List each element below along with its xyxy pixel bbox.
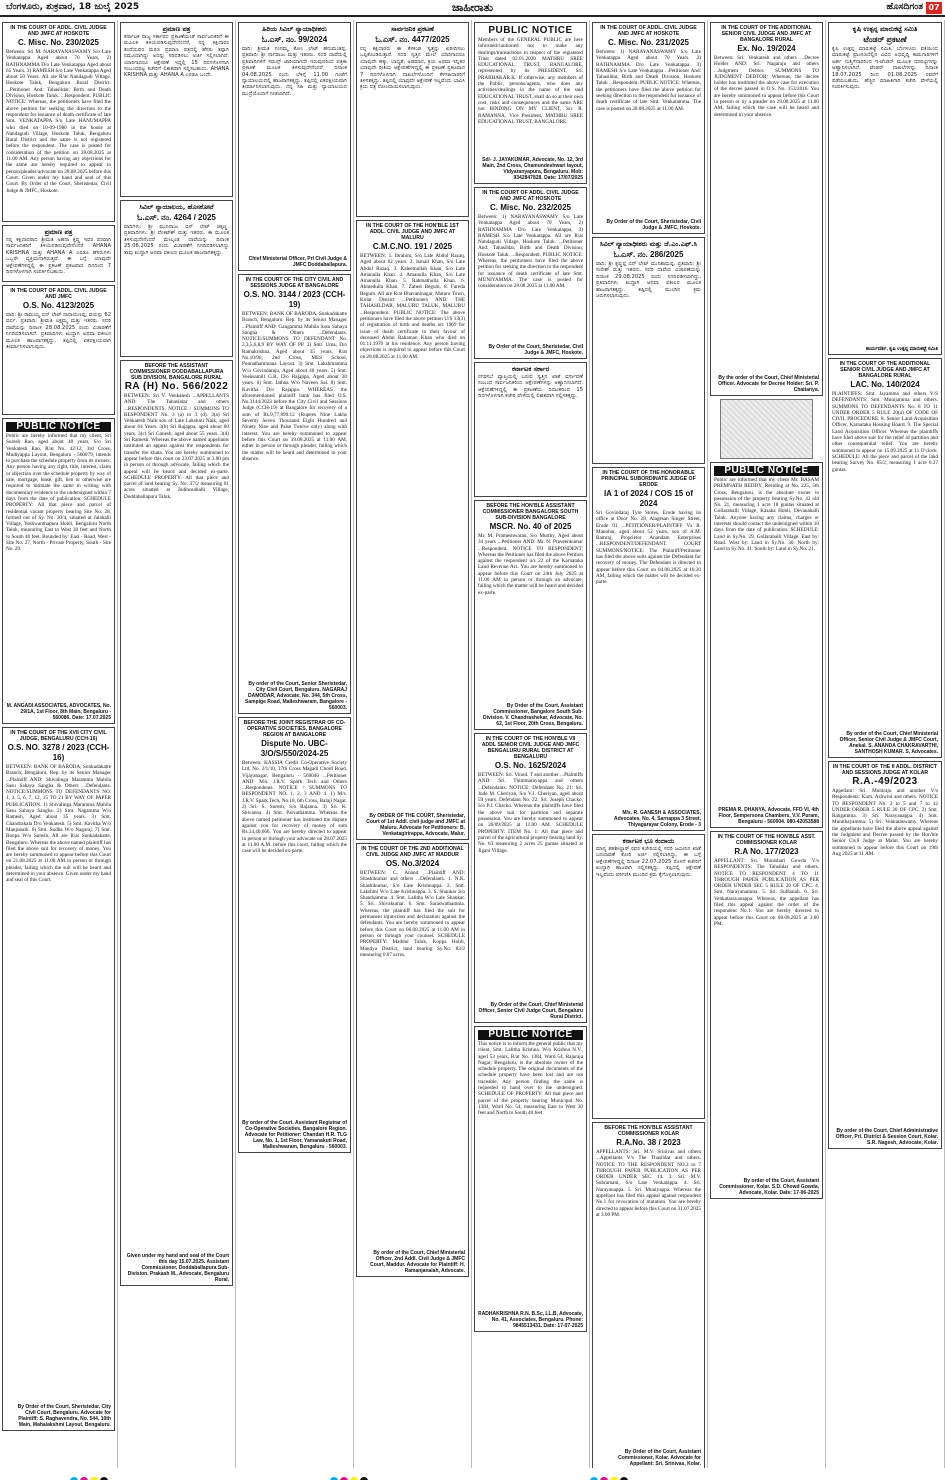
notice-signature: PREMA R. DHANYA, Advocate, FFD VI, 4th Floor, Sempersona Chambers, V.V. Puram, Bengaluru - 560004. 080-42053588: [718, 807, 819, 825]
notice-os-3-2024: [356, 843, 469, 1277]
notice-body: ವಾದಿಗಳು: ಶ್ರೀ ಮುನಿರಾಜು ಬಿನ್ ಲೇಟ್ ಚಿಕ್ಕಣ್ಣ. ಪ್ರತಿವಾದಿಗಳು: ಶ್ರೀ ವೆಂಕಟೇಶ್ ಮತ್ತು ಇತರರು. ಈ ಮೂಲಕ ತಿಳಿಸುವುದೇನೆಂದರೆ ಮೇಲ್ಕಂಡ ದಾವೆಯನ್ನು ದಿನಾಂಕ 25.08.2025 ರಂದು ವಿಚಾರಣೆಗೆ ನಿಗದಿಪಡಿಸಲಾಗಿದ್ದು ತಾವು ಖುದ್ದಾಗಿ ಅಥವಾ ವಕೀಲರ ಮೂಲಕ ಹಾಜರಾಗತಕ್ಕದ್ದು.: [124, 224, 229, 256]
notice-public-premnath: [710, 462, 823, 828]
notice-kannada-certificate: [2, 225, 115, 282]
notice-body: BETWEEN: C. Anand ...Plaintiff AND: Shashikumar and others ...Defendants. 1. N.K. Shashikumar, S/o Late Krishnappa. 2. Smt. Lakshmi W/o Late Krishnappa. 3. S. Shankar S/o Shanthamma. 4. Smt. Lalitha W/o Late Shankar. 5. Sri. Shivakumar. 6. Smt. Saraswathamma. Whereas, the plaintiff has filed the suit for permanent injunction and declaration against the defendants. You are hereby summoned to appear before this Court on 06.08.2025 at 11.00 AM in person or through your counsel. SCHEDULE PROPERTY: Maddur Taluk, Koppa Hobli, Mandya District, land bearing Sy.No. 83/2 measuring 0.07 acres.: [360, 870, 465, 958]
notice-case-number: IA 1 of 2024 / COS 15 of 2024: [603, 489, 694, 508]
notice-title: PUBLIC NOTICE: [714, 466, 819, 476]
notice-body: ಮಾನ್ಯ ತಹಶೀಲ್ದಾರ್ ರವರ ಕಚೇರಿಯಲ್ಲಿ ಸದರಿ ಜಮೀನಿನ ಖಾತೆ ಬದಲಾವಣೆ ಕೋರಿ ಅರ್ಜಿ ಸಲ್ಲಿಸಲಾಗಿದ್ದು, ಈ ಬಗ್ಗೆ ಆಕ್ಷೇಪಣೆಗಳಿದ್ದಲ್ಲಿ ದಿನಾಂಕ 22.07.2025 ರೊಳಗೆ ಕಚೇರಿಗೆ ಖುದ್ದಾಗಿ ಹಾಜರಾಗಿ ಸಲ್ಲಿಸತಕ್ಕದ್ದು. ತಪ್ಪಿದಲ್ಲಿ ಆಕ್ಷೇಪಣೆ ಇಲ್ಲವೆಂದು ಪರಿಗಣಿಸಿ ಮುಂದಿನ ಕ್ರಮ ಕೈಗೊಳ್ಳಲಾಗುವುದು.: [596, 846, 701, 878]
notice-ra-38: [592, 1122, 705, 1468]
notice-case-number: ಓ.ಎಸ್. ನಂ. 99/2024: [261, 35, 328, 44]
column-5: [472, 20, 590, 1468]
notice-case-number: R.A No. 177/2023: [734, 847, 799, 856]
notice-court-name: BEFORE THE HON'BLE ASSISTANT COMMISSIONER KOLAR: [604, 1125, 693, 1137]
column-2: [118, 20, 236, 1468]
notice-signature: M/s. R. GANESH & ASSOCIATES, Advocates, No. 4, Sarnappa 3 Street, Thiyagarayar Colony, Erode - 3: [614, 810, 701, 828]
notice-body: This notice is to inform the general public that my client, Smt. Lalitha Krishna, W/o Krishna N.V., aged 53 years, R/at No. 1384, Ward 54, Rajaraja Nagar, Bengaluru, is the absolute owner of the schedule property. The original documents of the schedule property have been lost and are not traceable. Any person finding the same is requested to hand over to the undersigned. SCHEDULE OF PROPERTY: All that piece and parcel of the property bearing Municipal No. 1384, Ward No. 54, measuring East to West 30 feet and North to South 40 feet.: [478, 1041, 583, 1117]
notice-case-number: Dispute No. UBC-3/O/S/550/2024-25: [260, 739, 329, 758]
notice-case-number: C.M.C.NO. 191 / 2025: [372, 242, 453, 251]
notice-os-4123: [2, 285, 115, 415]
notice-court-name: IN THE COURT OF THE HON'BLE ASST. COMMISSIONER KOLAR: [717, 834, 816, 846]
notice-body: BETWEEN: BANK OF BARODA, Sunkadakatte Branch, Bengaluru. Rep. by its Senior Manager ...Plaintiff AND: Gangamma Mahila Sasu Sahaya Sangha & Others ...Defendants. NOTICE/SUMMONS TO DEFENDANT No. 2,3,5,6,8,9 BY WAY OF PP. 2) Smt. Uma, D/o Ramakrishna, Aged about 35 years, R/at No.10/96, 2nd Cross, MES School, Ponnathammana Layout. 3) Smt. Lakshmamma W/o Govindaraju, Aged about 40 years. 5) Smt. Veeksamill G.R. D/o Rajappa, Aged about 30 years. 6) Smt. Jathna W/o Naveen Sai. 8) Smt. Kavitha D/o Rajappa. WHEREAS the aforementioned plaintiff bank has filed O.S. No.3144/2023 before the City Civil and Sessions Judge (CCH-19) at Bangalore for recovery of a sum of Rs.9,77,899.12 (Rupees Nine Lakhs Seventy Seven Thousand Eight Hundred and Ninety Nine and Paise Twelve only) along with interest. You are hereby summoned to appear before this Court on 19.08.2025 at 11.00 AM, either in person or through pleader, failing which the matter will be heard and determined in your absence.: [242, 311, 347, 462]
notice-cmisc-231: [592, 22, 705, 234]
notice-body: Between: Sri. Venkatesh and others ...Decree Holder AND: Sri. Nagaraju and others ...Judgment Debtor. SUMMONS TO JUDGMENT DEBTOR: Whereas, the decree holder has instituted the above case for execution of the decree passed in O.S. No. 153/2016. You are hereby summoned to appear before this Court in person or by a pleader on 29.08.2025 at 11.00 AM, failing which the case will be heard and determined in your absence.: [714, 55, 819, 118]
notice-ra-177: [710, 831, 823, 1199]
notice-court-name: IN THE COURT OF THE II ADDL. DISTRICT AND SESSIONS JUDGE AT KOLAR: [832, 764, 938, 776]
notice-title: PUBLIC NOTICE: [478, 1030, 583, 1040]
notice-signature: By Order of the Court, Assistant Commissioner, Kolar. Advocate for Appellant: Sri. Srinivas, Kolar.: [618, 1449, 701, 1467]
notice-body: APPELLANT: Sri. Munishari Gowda V/s RESPONDENTS: The Tahsildar and others. NOTICE TO RESPONDENT 4 TO 11 THROUGH PAPER PUBLICATION AS PER ORDER UNDER SEC 5 RULE 20 OF CPC. 4. Smt. Narayanamma. 5. Sri. Subbaiah. 6. Sri. Venkataravanappa. Whereas, the appellant has filed this appeal against the order of the respondent No.1. You are hereby directed to appear before this Court on 08.08.2025 at 3.00 PM.: [714, 858, 819, 927]
notice-heading: ಸಿವಿಲ್ ನ್ಯಾಯಾಧೀಶರು ಮತ್ತು ಜೆ.ಎಂ.ಎಫ್.ಸಿ: [599, 240, 698, 248]
notice-court-name: IN THE COURT OF ADDL. CIVIL JUDGE AND JMFC: [10, 288, 107, 300]
notice-os-3144: [238, 274, 351, 714]
notice-body: Between: Sri M. NARAYANASWAMY S/o Late Venkatappa Aged about 70 Years, 2) RATHNAMMA D/o Late Venkatappa Aged about 65 Years. 3) RAMESH S/o Late Venkatappa Aged about 50 Years. All are R/at Nandagudi Village, Hoskote Taluk, Bengaluru Rural District. ...Petitioner And: Tahasildar, Birth and Death Division, Hoskote Taluk. ...Respondent. PUBLIC NOTICE: Whereas, the petitioners have filed the above petition for seeking the direction to the respondent for issuance of death certificate of late Smt. VENKATAPPA S/o Late HANUMAPPA who died on 10-09-1980 in the house at Nandagudi Village, Hoskote Taluk, Bengaluru Rural District and the same is not registered before the respondent. The case is posted for consideration of the petition on 28.08.2025 at 11.00 AM. Any person having any objections for the same are hereby required to appear in person/pleader/advocate on 28.08.2025 before this Court. Given under my hand and seal of this Court. By Order of the Court, Sheristedar, Civil Judge & JMFC, Hoskote.: [6, 49, 111, 194]
notice-case-number: O.S. No. 1625/2024: [494, 761, 567, 770]
notice-body: Sri Govindaraj Tyre Stores, Erode having its office at Door No. 28, Alagesan Singer Street, Erode 01 ...PETITIONER/PLAINTIFF Vs R. Manohar, aged about 52 years, son of A.M. Ramraj, Proprietor Anandam Enterprises ...RESPONDENT/DEFENDANT. COURT SUMMONS/NOTICE: The Plaintiff/Petitioner has filed the above suits against the Defendant for recovery of money. The Defendant is directed to appear before this Court on 04.08.2025 at 10.30 AM, failing which the matter will be decided ex-parte.: [596, 510, 701, 586]
notice-court-name: IN THE COURT OF THE CITY CIVIL AND SESSIONS JUDGE AT BANGALORE: [245, 277, 344, 289]
notice-ra-49: [828, 761, 942, 1149]
notice-signature: By Order of the Court, Sheristedar, Civil Judge & JMFC, Hoskote.: [606, 219, 701, 231]
masthead-brand: ಹೊಸದಿಗಂತ: [886, 2, 923, 12]
notice-court-name: BEFORE THE HON'BLE ASSISTANT COMMISSIONER BANGALORE SOUTH SUB-DIVISION BANGALORE: [482, 503, 579, 521]
column-6: [590, 20, 708, 1468]
notice-body: BETWEEN: 1. Ibrahim, S/o Late Abdul Razaq, Aged about 62 years. 2. Ismail Khan, S/o Late Abdul Razaq. 3. Kaleemullah Khan, S/o Late Amanulla Khan. 4. Amanulla Khan, S/o Late Amanulla Khan. 5. Rahmathulla Khan. 6. Ahmedulla Khan. 7. Zahed Begum. 8. Fareda Begum. All are R/at Bhavaninagar, Maluru Town, Kolar District ...Petitioners AND: THE TAHASILDAR, MALURU TALUK, MALURU ...Respondent. PUBLIC NOTICE: The above petitioners have filed the above petition U/S 13(3) of registration of birth and deaths act 1969 for issue of death certificate in their favour of deceased Abdul Rahaman Khan who died on 01.11.1976 at his residence. Any person having objections is required to appear before this Court on 28.08.2025 at 11.00 AM.: [360, 253, 465, 360]
notice-kannada-land: [592, 834, 705, 1119]
registration-dots-left: [70, 1470, 110, 1478]
notice-os-1625: [474, 733, 587, 1023]
notice-title: PUBLIC NOTICE: [488, 25, 573, 36]
notice-apmc-tender: [828, 22, 942, 355]
notice-lac-140: [828, 358, 942, 758]
notice-erode-cos-15: [592, 467, 705, 831]
notice-case-number: R.A.No. 38 / 2023: [616, 1138, 681, 1147]
notice-signature: By Order of the Court, Sheristedar, Civil Judge & JMFC, Hoskote.: [488, 344, 583, 356]
column-1: [0, 20, 118, 1468]
notice-kannada-os-99: [238, 22, 351, 271]
notice-heading: ಪ್ರಮಾಣ ಪತ್ರ: [44, 228, 73, 236]
notice-case-number: O.S. No. 4123/2025: [22, 301, 95, 310]
notice-body: Between: KASSIA Credit Co-Operative Society Ltd, No. 2/1/10, 17th Cross Magadi Chord Road, Vijayanagar, Bengaluru - 560040 ...Petitioner AND: M/s. J.R.V. Spark Tech and Others ...Respondents. NOTICE / SUMMONS TO RESPONDENT NO. 1, 2, 3 AND 4. 1) M/s. J.R.V. Spark Tech, No.18, 6th Cross, Balaji Nagar. 2) Sri. S. Suresh, S/o Rajanna. 3) Sri. K. Shivanna. 4) Smt. Parvathamma. Whereas the above named petitioner has instituted the dispute against you for recovery of money of sum Rs.14,40,666. You are hereby directed to appear in person or through your advocate on 28.07.2025 at 11.00 A.M. before this court, failing which the case will be decided ex-parte.: [242, 760, 347, 855]
notice-public-lalitha: [474, 1026, 587, 1332]
notice-court-name: IN THE COURT OF THE HON'BLE 1ST ADDL. CIVIL JUDGE AND JMFC AT MALURU: [366, 223, 459, 241]
notice-public-mathru-sree: [474, 22, 587, 184]
notice-body: Between: 1) NARAYANASWAMY S/o Late Venkatappa Aged about 70 Years. 2) RATHNAMMA D/o Late Venkatappa. 3) RAMESH S/o Late Venkatappa ...Petitioner And: Tahasildar, Birth and Death Division, Hoskote Taluk ...Respondent. PUBLIC NOTICE: Whereas, the petitioners have filed the above petition for seeking direction to the respondent for issuance of death certificate of late Smt. Venkatamma. The case is posted on 28.08.2025 at 11.00 AM.: [596, 49, 701, 112]
notice-case-number: O.S. NO. 3144 / 2023 (CCH-19): [243, 290, 346, 309]
notice-body: BETWEEN: Sri. Vinod. T and another ...Plaintiffs AND: Sri. Thimmarayappa and others ...Defendants. NOTICE: Defendant No. 21: Sri. Jude M. Cheriyan, S/o V.J. Cheriyan, aged about 59 years. Defendant No. 22: Sri. Joseph Chacko, S/o P.J. Chacko. Whereas the plaintiffs have filed the above suit for partition and separate possession. You are hereby summoned to appear on 26/09/2025 at 11.00 AM. SCHEDULE PROPERTY: ITEM No. 1: All that piece and parcel of the agricultural property bearing land Sy. No. 63 measuring 2 acres 25 guntas situated at Jigani Village.: [478, 772, 583, 854]
notice-kannada-os-4264: [120, 200, 233, 357]
notice-body: Between: 1) NARAYANASWAMY S/o Late Venkatappa Aged about 70 Years, 2) RATHNAMMA D/o Late Venkatappa, 3) RAMESH S/o Late Venkatappa. All are R/at Nandagudi Village, Hoskote Taluk. ...Petitioner And: Tahasildar, Birth and Death Division, Hoskote Taluk. ...Respondent. PUBLIC NOTICE: Whereas, the petitioners have filed the above petition for seeking the direction to the respondent for issuance of death certificate of late Smt. MUNIYAMMA. The case is posted for consideration on 28.08.2025 at 11.00 AM.: [478, 214, 583, 290]
page-number: 07: [926, 2, 942, 14]
notice-heading: ಪ್ರಮಾಣ ಪತ್ರ: [162, 25, 191, 33]
notice-kannada-govt: [474, 362, 587, 497]
registration-dots-center: [330, 1470, 370, 1478]
notice-body: APPELLANTS: Sri. M.V. Srinivas and others ...Appellants V/s The Thasildar and others. NOTICE TO THE RESPONDENT NO.3 to 7 THROUGH PAPER PUBLICATION AS PER ORDER UNDER SEC 14. 3. Sri. M.V. Subramani, S/o Late Venkatappa. 4. Sri. Narayanappa. 5. Sri. Muniyappa. Whereas the appellant has filed this appeal against respondent No.1 for revocation of mutation. You are hereby directed to appear before this Court on 31.07.2025 at 3.00 PM.: [596, 1149, 701, 1218]
notice-heading: ಕರ್ನಾಟಕ ಸರ್ಕಾರ: [511, 365, 550, 373]
notice-signature: By order of the Court, Assistant Commissioner, Kolar. S.D. Chowd Gowda, Advocate, Kolar. Date: 17-06-2025: [719, 1178, 819, 1196]
notice-body: ವಾದಿ: ಶ್ರೀ ಕೃಷ್ಣಪ್ಪ ಬಿನ್ ಲೇಟ್ ಮುನಿಶಾಮಪ್ಪ. ಪ್ರತಿವಾದಿ: ಶ್ರೀ ಸುರೇಶ್ ಮತ್ತು ಇತರರು. ಸದರಿ ದಾವೆಯ ವಿಚಾರಣೆಯನ್ನು ದಿನಾಂಕ 29.08.2025 ರಂದು ನಿಗದಿಪಡಿಸಲಾಗಿದ್ದು, ಪ್ರತಿವಾದಿಗಳು ಖುದ್ದಾಗಿ ಅಥವಾ ವಕೀಲರ ಮೂಲಕ ಹಾಜರಾಗತಕ್ಕದ್ದು. ತಪ್ಪಿದಲ್ಲಿ ಮುಂದಿನ ಕ್ರಮ ಜರುಗಿಸಲಾಗುವುದು.: [596, 261, 701, 300]
notice-heading: ಕೃಷಿ ಉತ್ಪನ್ನ ಮಾರುಕಟ್ಟೆ ಸಮಿತಿ: [852, 25, 918, 33]
notice-body: Public are hereby informed that my client, Sri Suresh Rao, aged about 48 years, S/o Sri Venkatesh Rao, R/at No. 42/12, 3rd Cross, Mudiyappa Layout, Bengaluru - 560079, intends to purchase the schedule property from its owners. Any person having any right, title, interest, claim or objection over the schedule property by way of sale, mortgage, lease, gift, lien or otherwise are required to intimate the same in writing with documentary evidence to the undersigned within 7 days from the date of publication. SCHEDULE PROPERTY: All that piece and parcel of residential vacant property bearing Site No. 28, formed out of Sy. No. 30/4, situated at Jalahalli Village, Yeshwanthapura Hobli, Bengaluru North Taluk, measuring East to West 30 feet and North to South 40 feet. Bounded by: East - Road, West - Site No. 27, North - Private Property, South - Site No. 29.: [6, 433, 111, 553]
notice-case-number: C. Misc. No. 230/2025: [18, 38, 99, 47]
notice-case-number: Ex. No. 19/2024: [737, 44, 796, 53]
notice-case-number: MSCR. No. 40 of 2025: [489, 522, 572, 531]
notice-signature: By order of the Court. Assistant Registrar of Co-Operative Societies, Bangalore Region. Advocate for Petitioner: Chandan H.R. TLG Law, No. 1, 1st Floor, Yamanakuti Road, Malleshwaram, Bengaluru - 560003.: [242, 1120, 347, 1150]
notice-public-col1: [2, 418, 115, 724]
notice-court-name: IN THE COURT OF ADDL. CIVIL JUDGE AND JMFC AT HOSKOTE: [482, 190, 579, 202]
notice-court-name: IN THE COURT OF THE HON'BLE VII ADDL SENIOR CIVIL JUDGE AND JMFC BENGALURU RURAL DISTRICT AT BENGALURU: [481, 736, 580, 760]
notice-os-3278: [2, 727, 115, 1431]
notice-body: ನನ್ನ ಕಕ್ಷಿದಾರರು ಈ ಕೆಳಕಂಡ ಸ್ವತ್ತನ್ನು ಖರೀದಿಸಲು ಒಪ್ಪಿಕೊಂಡಿರುತ್ತಾರೆ. ಸದರಿ ಸ್ವತ್ತಿನ ಮೇಲೆ ಯಾರಿಗಾದರೂ ಯಾವುದೇ ಹಕ್ಕು, ಬಾಧ್ಯತೆ, ಅಡಮಾನ, ಕ್ರಯ ಅಥವಾ ಇನ್ನಿತರ ಯಾವುದೇ ರೀತಿಯ ಆಕ್ಷೇಪಣೆಗಳಿದ್ದಲ್ಲಿ ಈ ಪ್ರಕಟಣೆ ಪ್ರಕಟವಾದ 7 ದಿನಗಳೊಳಗಾಗಿ ದಾಖಲೆಗಳೊಂದಿಗೆ ಕೆಳಸಹಿದಾರರಿಗೆ ತಿಳಿಸತಕ್ಕದ್ದು. ತಪ್ಪಿದಲ್ಲಿ ಯಾವುದೇ ಆಕ್ಷೇಪಣೆ ಇಲ್ಲವೆಂದು ಭಾವಿಸಿ ಕ್ರಯ ಪತ್ರ ನೋಂದಾಯಿಸಲಾಗುವುದು.: [360, 46, 465, 91]
notice-case-number: ಓ.ಎಸ್. ನಂ. 4264 / 2025: [137, 213, 216, 222]
notice-signature: ಕಾರ್ಯದರ್ಶಿ, ಕೃಷಿ ಉತ್ಪನ್ನ ಮಾರುಕಟ್ಟೆ ಸಮಿತಿ: [865, 346, 938, 352]
notice-court-name: IN THE COURT OF THE ADDITIONAL SENIOR CIVIL JUDGE AND JMFC AT BANGALORE RURAL: [839, 361, 931, 379]
notice-body: ಕರ್ನಾಟಕ ರಾಜ್ಯ ಸರ್ಕಾರದ ಪ್ರಕಟಣೆಯಂತೆ ಸಾರ್ವಜನಿಕರಿಗೆ ಈ ಮೂಲಕ ತಿಳಿಯಪಡಿಸುವುದೇನೆಂದರೆ, ನನ್ನ ಕಕ್ಷಿದಾರರ ತಂದೆಯವರ ಮರಣ ಪ್ರಮಾಣ ಪತ್ರದಲ್ಲಿ ಹೆಸರು ತಪ್ಪಾಗಿ ನಮೂದಾಗಿದ್ದು ಅದನ್ನು ಸರಿಪಡಿಸಲು ಅರ್ಜಿ ಸಲ್ಲಿಸಲಾಗಿದೆ. ಯಾರಿಗಾದರೂ ಆಕ್ಷೇಪಣೆ ಇದ್ದಲ್ಲಿ 15 ದಿನಗಳೊಳಗಾಗಿ ಸಂಬಂಧಪಟ್ಟ ಕಚೇರಿಗೆ ಲಿಖಿತವಾಗಿ ಸಲ್ಲಿಸಬಹುದು. AHANA KRISHNA ಮತ್ತು AHANA A ಎರಡೂ ಒಂದೇ.: [124, 34, 229, 79]
notice-cmisc-232: [474, 187, 587, 359]
notice-heading: ಸಾರ್ವಜನಿಕ ಪ್ರಕಟಣೆ: [391, 25, 434, 33]
notice-case-number: C. Misc. No. 232/2025: [490, 203, 571, 212]
notice-court-name: IN THE COURT OF THE XVII CITY CIVIL JUDGE, BENGALURU (CCH-16): [10, 730, 107, 742]
notice-mscr-40: [474, 500, 587, 730]
notice-body: PLAINTIFFS: Smt. Jayamma and others V/S DEFENDANTS: Smt. Munijamma and others. SUMMONS TO DEFENDANTS No. 8 TO 11 UNDER ORDER 5 RULE 20(a) OF CODE OF CIVIL PROCEDURE. 8. Senior Land Acquisition Officer, Karnataka Housing Board. 9. The Special Land Acquisition Officer. Whereas the plaintiffs have filed above suit for the relief of partition and other consequential relief. You are hereby summoned to appear on 15.09.2025 at 11 O'clock. SCHEDULE: All the piece and parcel of the land bearing Survey No. 85/2, measuring 1 acre 0.37 guntas.: [832, 391, 938, 473]
notice-signature: Chief Ministerial Officer, Prl Civil Judge & JMFC Doddaballapura.: [248, 256, 347, 268]
photo-placeholder: [720, 399, 814, 459]
masthead: [0, 0, 945, 17]
column-3: [236, 20, 354, 1468]
notice-case-number: RA (H) No. 566/2022: [124, 381, 229, 392]
notice-court-name: BEFORE THE ASSISTANT COMMISSIONER DODDABALLAPURA SUB DIVISION, BANGALORE RURAL: [129, 363, 224, 381]
notice-signature: By Order of the Court, Sheristedar, City Civil Court, Bengaluru. Advocate for Plaintiff: S. Raghavendra, No. 544, 10th Main, Mahalakshmi Layout, Bengaluru.: [17, 1404, 111, 1428]
masthead-section: [0, 1, 945, 15]
masthead-date: ಬೆಂಗಳೂರು, ಶುಕ್ರವಾರ, 18 ಜುಲೈ 2025: [6, 2, 140, 12]
notice-body: BETWEEN: Sri V. Venkatesh ...APPELLANTS AND: The Tahasildar and others ...RESPONDENTS. NOTICE / SUMMONS TO RESPONDENT No. 3 (a) to 3 (d). 3(a) Sri Venkatesh Naik son of Late Lakshmi Naik, aged about 64 Years. 3(b) Sri Rajappa, aged about 60 years. 3(c) Sri Ganesh, aged about 55 years. 3(d) Sri Ramesh. Whereas the above named appellants instituted an appeal against the respondents for transfer the khata. You are hereby summoned to appear before this court on 23.07.2025 at 3.00 pm in person or through advocate, failing which the appeal will be heard and decided ex-parte. SCHEDULE PROPERTY: All that piece and parcel of land bearing Sy. No. 37/2 measuring 01 acres situated at Jodihosahalli Village, Doddaballapura Taluk.: [124, 393, 229, 500]
column-4: [354, 20, 472, 1468]
notice-case-number: LAC. No. 140/2024: [850, 380, 920, 389]
notice-signature: RADHAKRISHNA R.N. B.Sc, LL.B, Advocate, No. 41, Associates, Bengaluru. Phone: 9845513431. Date: 17-07-2025: [478, 1311, 583, 1329]
notice-case-number: OS. No.3/2024: [385, 859, 440, 868]
notice-signature: By order of the Court, Chief Administrative Officer, Prl. District & Session Court, Kolar. S.R. Nagesh, Advocate, Kolar.: [835, 1128, 938, 1146]
notice-signature: By Order of the Court, Chief Ministerial Officer, Senior Civil Judge Court, Bengaluru Rural District.: [478, 1002, 583, 1020]
notice-signature: M. ANGADI ASSOCIATES, ADVOCATES, No. 29/1A, 1st Floor, 8th Main, Bengaluru - 560086. Date: 17.07.2025: [6, 703, 111, 721]
notice-signature: Sd/- J. JAYAKUMAR, Advocate, No. 12, 3rd Main, 2nd Cross, Chamundeshwari layout, Vidyaranyapura, Bengaluru. Mob: 9342847828. Date: 17/07/2025: [482, 157, 583, 181]
notice-title: PUBLIC NOTICE: [6, 422, 111, 432]
notice-body: ವಾದಿ: ಶ್ರೀಮತಿ ಗಂಗಮ್ಮ ಕೋಂ ಲೇಟ್ ಹನುಮಂತಪ್ಪ. ಪ್ರತಿವಾದಿ: ಶ್ರೀ ನಾಗರಾಜು ಮತ್ತು ಇತರರು. ಸದರಿ ದಾವೆಯಲ್ಲಿ ಪ್ರತಿವಾದಿಗಳಿಗೆ ಸಮನ್ಸ್ ಜಾರಿಯಾಗದೇ ಇರುವುದರಿಂದ ಪತ್ರಿಕಾ ಪ್ರಕಟಣೆ ಮೂಲಕ ತಿಳಿಸುವುದೇನೆಂದರೆ ದಿನಾಂಕ 04.08.2025 ರಂದು ಬೆಳಿಗ್ಗೆ 11.00 ಗಂಟೆಗೆ ನ್ಯಾಯಾಲಯದಲ್ಲಿ ಹಾಜರಾಗತಕ್ಕದ್ದು, ತಪ್ಪಿದಲ್ಲಿ ಏಕಪಕ್ಷೀಯವಾಗಿ ತೀರ್ಮಾನಿಸಲಾಗುವುದು. ನನ್ನ ಸಹಿ ಮತ್ತು ನ್ಯಾಯಾಲಯದ ಮುದ್ರೆಯೊಂದಿಗೆ ನೀಡಲಾಗಿದೆ.: [242, 46, 347, 97]
notice-signature: By the order of the Court, Chief Ministerial Officer. Advocate for Decree Holder: Sri. P. Chaitanya.: [718, 375, 819, 393]
notice-ra-566: [120, 360, 233, 1286]
notice-body: ವಾದಿ: ಶ್ರೀ ರಾಮಯ್ಯ ಬಿನ್ ಲೇಟ್ ನಾರಾಯಣಪ್ಪ, ವಯಸ್ಸು 62 ವರ್ಷ. ಪ್ರತಿವಾದಿ: ಶ್ರೀಮತಿ ಲಕ್ಷ್ಮಮ್ಮ ಮತ್ತು ಇತರರು. ಸದರಿ ದಾವೆಯನ್ನು ದಿನಾಂಕ 28.08.2025 ರಂದು ವಿಚಾರಣೆಗೆ ನಿಗದಿಪಡಿಸಲಾಗಿದೆ. ಪ್ರತಿವಾದಿಗಳು ಖುದ್ದಾಗಿ ಅಥವಾ ವಕೀಲರ ಮೂಲಕ ಹಾಜರಾಗತಕ್ಕದ್ದು, ತಪ್ಪಿದಲ್ಲಿ ಏಕಪಕ್ಷೀಯವಾಗಿ ತೀರ್ಮಾನಿಸಲಾಗುವುದು.: [6, 312, 111, 351]
notice-cmc-191: [356, 220, 469, 840]
registration-dots-right: [590, 1470, 630, 1478]
notice-kannada-os-286: [592, 237, 705, 464]
notice-signature: By ORDER OF THE COURT, Sheristedar, Court of 1st Addl. civil judge and JMFC at Maluru. Advocate for Petitioners: B. Venkatagirirappa, Advocate, Malur.: [366, 813, 465, 837]
notice-court-name: IN THE COURT OF THE HONORABLE PRINCIPAL SUBORDINATE JUDGE OF ERODE: [601, 470, 696, 488]
column-8: [826, 20, 945, 1468]
notice-court-name: BEFORE THE JOINT REGISTRAR OF CO-OPERATIVE SOCIETIES, BANGALORE REGION AT BANGALORE: [243, 720, 346, 738]
notice-kannada-os-4477: [356, 22, 469, 217]
notice-court-name: IN THE COURT OF THE 2ND ADDITIONAL CIVIL JUDGE AND JMFC AT MADDUR: [361, 846, 464, 858]
notice-body: Members of the GENERAL PUBLIC are here informed/cautioned not to make any dealings/transactions in respect of the registered Trust dated 02.01.2020 MATHRU SREE EDUCATIONAL TRUST, BANGALORE, represented by its PRESIDENT, Sri. PRABHAKAR.K. If otherwise, any members of the Public, persons/agents, who does any activities/dealings in the name of the said EDUCATIONAL TRUST, shall do so at their own cost, risks and consequences and the same ARE not BINDING ON MY CLIENT, Sri. R. RAMANNA, Vice President, MATHRU SREE EDUCATIONAL TRUST, BANGALORE.: [478, 37, 583, 125]
notice-signature: By order of the Court, Senior Sheristedar, City Civil Court, Bengaluru. NAGARAJ DAMODAR, Advocate, No. 344, 5th Cross, Sampige Road, Malleshwaram, Bangalore - 560003.: [245, 681, 347, 711]
notice-heading: ಹಿರಿಯ ಸಿವಿಲ್ ನ್ಯಾಯಾಧೀಶರು: [262, 25, 327, 33]
notice-case-number: ಓ.ಎಸ್. ನಂ. 286/2025: [613, 250, 684, 259]
notice-body: ನನ್ನ ಕಕ್ಷಿದಾರರಾದ ಶ್ರೀಮತಿ ಅಹನಾ ಕೃಷ್ಣ ಇವರ ಪರವಾಗಿ ಸಾರ್ವಜನಿಕರಿಗೆ ತಿಳಿಯಪಡಿಸುವುದೇನೆಂದರೆ AHANA KRISHNA ಮತ್ತು AHANA A ಎರಡೂ ಹೆಸರುಗಳು ಒಬ್ಬರೇ ವ್ಯಕ್ತಿಯದಾಗಿರುತ್ತವೆ. ಈ ಬಗ್ಗೆ ಯಾವುದೇ ಆಕ್ಷೇಪಣೆಗಳಿದ್ದಲ್ಲಿ ಈ ಪ್ರಕಟಣೆ ಪ್ರಕಟವಾದ ದಿನದಿಂದ 7 ದಿನಗಳೊಳಗಾಗಿ ಸಂಪರ್ಕಿಸಬಹುದು.: [6, 237, 111, 276]
color-registration-bar: [0, 1468, 945, 1480]
masthead-section-label: ಜಾಹೀರಾತು: [446, 1, 499, 14]
notice-signature: By Order of the Court, Assistant Commissioner, Bangalore South Sub-Division. V. Chandrashekar, Advocate, No. 62, 1st Floor, 20th Cross, Bengaluru.: [483, 703, 583, 727]
notice-body: ನಗರಸಭೆ ವ್ಯಾಪ್ತಿಯಲ್ಲಿ ಬರುವ ಸ್ವತ್ತಿನ ಖಾತೆ ವರ್ಗಾವಣೆ ಸಂಬಂಧ ಸಾರ್ವಜನಿಕರಿಂದ ಆಕ್ಷೇಪಣೆಗಳನ್ನು ಆಹ್ವಾನಿಸಲಾಗಿದೆ. ಆಕ್ಷೇಪಣೆಗಳಿದ್ದಲ್ಲಿ ಈ ಪ್ರಕಟಣೆಯ ದಿನಾಂಕದಿಂದ 15 ದಿನಗಳೊಳಗಾಗಿ ಕಚೇರಿ ವೇಳೆಯಲ್ಲಿ ಲಿಖಿತವಾಗಿ ಸಲ್ಲಿಸತಕ್ಕದ್ದು.: [478, 374, 583, 400]
notice-case-number: ಓ.ಎಸ್. ನಂ. 4477/2025: [375, 35, 450, 44]
notice-body: BETWEEN: BANK OF BARODA, Sunkadakatte Branch, Bengaluru, Rep. by its Senior Manager ...Plaintiff AND: Shivalinga Maramma Mahila Sasu Sahaya Sangha & Others ...Defendants. NOTICE/SUMMONS TO DEFENDANTS NO. 1, 3, 5, 6, 7, 12, 15 TO 21 BY WAY OF PAPER PUBLICATION. 1) Shivalinga Maramma Mahila Sasu Sahaya Sangha. 2) Smt. Nagamma W/o Ramesh, Aged about 35 years. 3) Smt. Chandrakala D/o Venkatesh. 5) Smt. Kavitha W/o Manjunath. 6) Smt. Sudha W/o Nagaraj. 7) Smt. Roopa W/o Suresh. All are R/at Sunkadakatte, Bengaluru. Whereas the above named plaintiff has filed the above suit for recovery of money. You are hereby summoned to appear before this Court on 21.08.2025 at 11.00 AM in person or through pleader, failing which the suit will be heard and determined in your absence. Given under my hand and seal of this Court.: [6, 764, 111, 884]
column-7: [708, 20, 826, 1468]
notice-case-number: O.S. NO. 3278 / 2023 (CCH-16): [7, 743, 110, 762]
notice-signature: Given under my hand and seal of the Court this day 15.07.2025. Assistant Commissioner, Doddaballapura Sub-Division. Prakash M., Advocate, Bengaluru Rural.: [126, 1253, 229, 1283]
notice-ex-19: [710, 22, 823, 396]
notice-title: ಟೆಂಡರ್ ಪ್ರಕಟಣೆ: [863, 35, 907, 44]
notice-case-number: R.A.-49/2023: [852, 776, 918, 787]
notice-heading: ಕರ್ನಾಟಕ ಭೂ ಕಂದಾಯ: [622, 837, 675, 845]
notice-court-name: IN THE COURT OF THE ADDITIONAL SENIOR CIVIL JUDGE AND JMFC AT BANGALORE RURAL: [721, 25, 812, 43]
notice-body: ಕೃಷಿ ಉತ್ಪನ್ನ ಮಾರುಕಟ್ಟೆ ಸಮಿತಿ, ಬೆಂಗಳೂರು ವತಿಯಿಂದ ಮಾರುಕಟ್ಟೆ ಪ್ರಾಂಗಣದಲ್ಲಿನ ವಿವಿಧ ಅಭಿವೃದ್ಧಿ ಕಾಮಗಾರಿಗಳಿಗೆ ಅರ್ಹ ಗುತ್ತಿಗೆದಾರರಿಂದ ಇ-ಟೆಂಡರ್ ಮೂಲಕ ದರಪಟ್ಟಿಗಳನ್ನು ಆಹ್ವಾನಿಸಲಾಗಿದೆ. ಟೆಂಡರ್ ದಾಖಲೆಗಳನ್ನು ದಿನಾಂಕ 18.07.2025 ರಿಂದ 01.08.2025 ರವರೆಗೆ ಪಡೆಯಬಹುದು. ಹೆಚ್ಚಿನ ಮಾಹಿತಿಗಾಗಿ ಕಚೇರಿ ವೇಳೆಯಲ್ಲಿ ಸಂಪರ್ಕಿಸುವುದು.: [832, 46, 938, 91]
notice-body: Appellant: Sri. Muniraju and another V/s Respondents: Kum. Ashwini and others. NOTICE TO RESPONDENT No. 2 to 5 and 7 to 12 UNDER ORDER 5 RULE 20 OF CPC. 2) Smt. Rangamma. 3) Sri. Narayanappa. 4) Smt. Munithayamma. 5) Sri. Venkataswamy. Whereas the appellants have filed the above appeal against the Judgment and Decree passed by the Hon'ble Senior Civil Judge at Malur. You are hereby summoned to appear before this Court on 19th Aug 2025 at 11 AM.: [832, 788, 938, 857]
notice-case-number: C. Misc. No. 231/2025: [608, 38, 689, 47]
notice-court-hoskote-230: [2, 22, 115, 222]
notice-kannada-praman: [120, 22, 233, 197]
notice-body: Mr. M. Prameshwaran, S/o Murthy, Aged about 34 years ...Petitioner AND: Mr. N. Praveenkumar ...Respondent. NOTICE TO RESPONDENT: Whereas the Petitioner has filed the above Petition against the respondent u/s 22 of the Karnataka Land Revenue Act. You are hereby summoned to appear before this Court on 24th July 2025 at 11.00 AM in person or through an advocate, failing which the matter will be heard and decided ex-parte.: [478, 533, 583, 596]
notice-signature: By order of the Court, Chief Ministerial Officer, 2nd Addl. Civil Judge & JMFC Court, Maddur. Advocate for Plaintiff: H. Ramanjanaiah, Advocate.: [370, 1250, 465, 1274]
notice-body: Public are informed that my client Mr. BASAM PREMNATH REDDY, Residing at No. 225, 5th Cross, Bengaluru, is the absolute owner in possession of the property bearing Sy.No. 42 old No. 21, measuring 1 acre 18 guntas situated at Gollarahalli Village, Kasaba Hobli, Devanahalli Taluk. Anyone having any claims, charges or interests should contact the undersigned within 10 days from the date of publication. SCHEDULE: Land in Sy.No. 29, Gollarahalli Village. East by: Road. West by: Land in Sy.No. 30. North by: Land in Sy.No. 41. South by: Land in Sy.No. 21.: [714, 477, 819, 553]
notice-signature: By order of the Court, Chief Ministerial Officer, Senior Civil Judge & JMFC Court, Anekal. S. ANANDA CHAKRAVARTHI, SANTHOSH KUMAR. S, Advocates.: [839, 731, 938, 755]
notice-heading: ಸಿವಿಲ್ ನ್ಯಾಯಾಲಯ, ಹೊಸಕೋಟೆ: [139, 203, 214, 211]
notice-dispute-ubc-3: [238, 717, 351, 1153]
notice-court-name: IN THE COURT OF ADDL. CIVIL JUDGE AND JMFC AT HOSKOTE: [10, 25, 107, 37]
notice-court-name: IN THE COURT OF ADDL. CIVIL JUDGE AND JMFC AT HOSKOTE: [600, 25, 697, 37]
